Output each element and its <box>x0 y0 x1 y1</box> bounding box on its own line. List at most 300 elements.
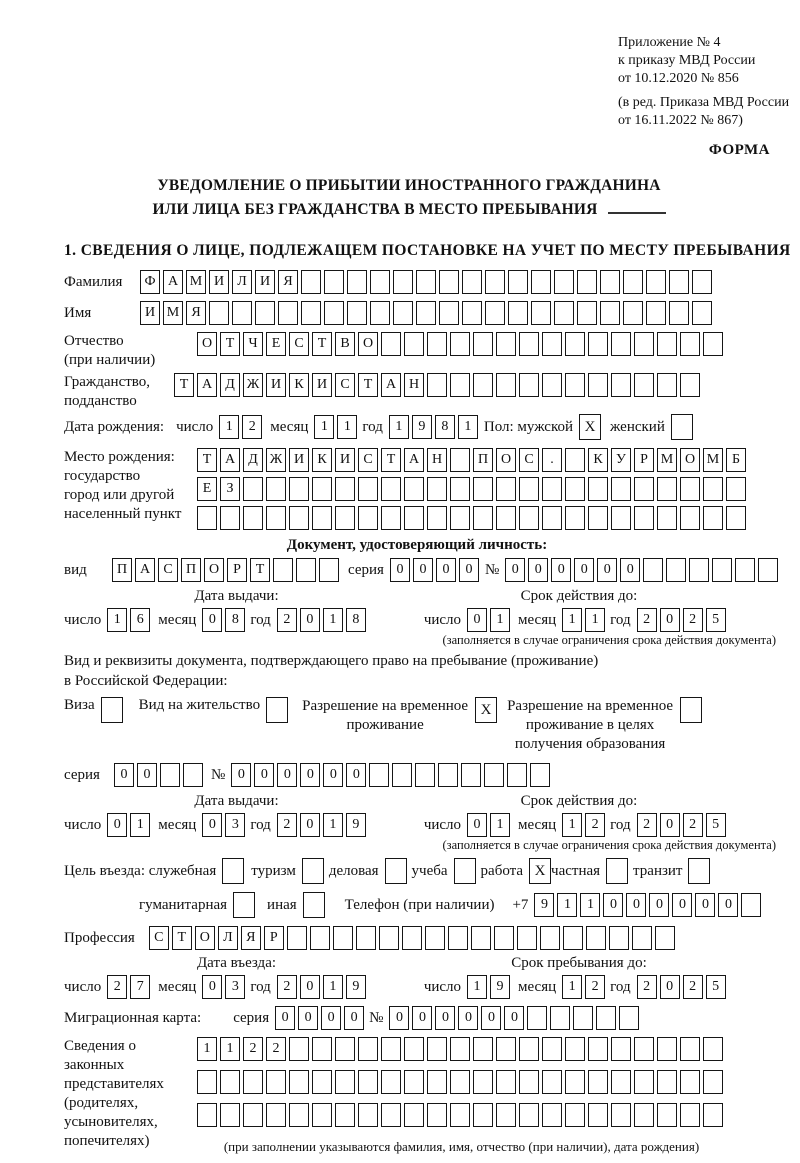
checkbox-male[interactable]: X <box>579 414 601 440</box>
char-cell[interactable]: 0 <box>597 558 617 582</box>
char-cell[interactable] <box>519 506 539 530</box>
char-cell[interactable]: Р <box>227 558 247 582</box>
char-cell[interactable]: И <box>140 301 160 325</box>
char-cell[interactable] <box>542 373 562 397</box>
char-cell[interactable] <box>565 332 585 356</box>
char-cell[interactable]: 1 <box>557 893 577 917</box>
char-cell[interactable] <box>439 301 459 325</box>
char-cell[interactable] <box>565 1037 585 1061</box>
char-cell[interactable] <box>392 763 412 787</box>
char-cell[interactable] <box>496 332 516 356</box>
char-cell[interactable] <box>726 506 746 530</box>
char-cell[interactable]: 0 <box>528 558 548 582</box>
char-cell[interactable] <box>519 1103 539 1127</box>
char-cell[interactable]: М <box>186 270 206 294</box>
char-cell[interactable] <box>255 301 275 325</box>
char-cell[interactable]: 0 <box>202 975 222 999</box>
char-cell[interactable] <box>404 1070 424 1094</box>
char-cell[interactable] <box>473 1070 493 1094</box>
char-cell[interactable]: К <box>588 448 608 472</box>
char-cell[interactable] <box>425 926 445 950</box>
char-cell[interactable] <box>657 506 677 530</box>
char-cell[interactable] <box>347 270 367 294</box>
char-cell[interactable] <box>623 270 643 294</box>
char-cell[interactable] <box>588 1070 608 1094</box>
char-cell[interactable]: 2 <box>637 608 657 632</box>
char-cell[interactable]: 1 <box>107 608 127 632</box>
char-cell[interactable]: 2 <box>107 975 127 999</box>
char-cell[interactable] <box>609 926 629 950</box>
char-cell[interactable] <box>266 1103 286 1127</box>
char-cell[interactable] <box>588 1037 608 1061</box>
checkbox-humanitarian[interactable] <box>233 892 255 918</box>
char-cell[interactable]: 0 <box>231 763 251 787</box>
char-cell[interactable]: 0 <box>504 1006 524 1030</box>
char-cell[interactable]: И <box>312 373 332 397</box>
char-cell[interactable] <box>450 477 470 501</box>
char-cell[interactable]: О <box>195 926 215 950</box>
char-cell[interactable] <box>404 506 424 530</box>
char-cell[interactable]: 0 <box>481 1006 501 1030</box>
char-cell[interactable] <box>197 1070 217 1094</box>
char-cell[interactable] <box>680 506 700 530</box>
char-cell[interactable] <box>450 1037 470 1061</box>
char-cell[interactable]: 5 <box>706 975 726 999</box>
char-cell[interactable] <box>450 1103 470 1127</box>
char-cell[interactable] <box>507 763 527 787</box>
char-cell[interactable] <box>462 270 482 294</box>
char-cell[interactable]: И <box>209 270 229 294</box>
char-cell[interactable] <box>596 1006 616 1030</box>
char-cell[interactable]: Е <box>197 477 217 501</box>
char-cell[interactable] <box>427 1037 447 1061</box>
char-cell[interactable] <box>462 301 482 325</box>
char-cell[interactable]: 8 <box>225 608 245 632</box>
char-cell[interactable] <box>273 558 293 582</box>
char-cell[interactable] <box>611 1070 631 1094</box>
char-cell[interactable]: 0 <box>300 975 320 999</box>
char-cell[interactable] <box>565 477 585 501</box>
char-cell[interactable] <box>726 477 746 501</box>
char-cell[interactable]: 3 <box>225 813 245 837</box>
char-cell[interactable] <box>565 1103 585 1127</box>
char-cell[interactable] <box>427 477 447 501</box>
char-cell[interactable] <box>669 270 689 294</box>
char-cell[interactable] <box>243 1103 263 1127</box>
char-cell[interactable] <box>634 1103 654 1127</box>
checkbox-study[interactable] <box>454 858 476 884</box>
char-cell[interactable] <box>680 1103 700 1127</box>
char-cell[interactable] <box>619 1006 639 1030</box>
char-cell[interactable] <box>712 558 732 582</box>
char-cell[interactable] <box>680 1037 700 1061</box>
char-cell[interactable] <box>301 270 321 294</box>
char-cell[interactable]: 1 <box>337 415 357 439</box>
char-cell[interactable] <box>703 506 723 530</box>
char-cell[interactable]: Р <box>264 926 284 950</box>
char-cell[interactable]: В <box>335 332 355 356</box>
char-cell[interactable]: 0 <box>321 1006 341 1030</box>
checkbox-residence-permit[interactable] <box>266 697 288 723</box>
char-cell[interactable]: Я <box>241 926 261 950</box>
char-cell[interactable]: Р <box>634 448 654 472</box>
char-cell[interactable] <box>197 1103 217 1127</box>
char-cell[interactable]: 0 <box>114 763 134 787</box>
char-cell[interactable] <box>393 301 413 325</box>
char-cell[interactable] <box>586 926 606 950</box>
char-cell[interactable]: 0 <box>202 813 222 837</box>
char-cell[interactable]: Т <box>381 448 401 472</box>
char-cell[interactable]: 0 <box>467 608 487 632</box>
char-cell[interactable] <box>278 301 298 325</box>
char-cell[interactable] <box>324 270 344 294</box>
char-cell[interactable] <box>611 332 631 356</box>
char-cell[interactable]: 0 <box>626 893 646 917</box>
char-cell[interactable]: М <box>703 448 723 472</box>
checkbox-temp-residence-education[interactable] <box>680 697 702 723</box>
char-cell[interactable]: И <box>266 373 286 397</box>
char-cell[interactable]: 0 <box>660 813 680 837</box>
char-cell[interactable] <box>588 332 608 356</box>
char-cell[interactable]: 1 <box>323 608 343 632</box>
char-cell[interactable]: 2 <box>277 608 297 632</box>
char-cell[interactable] <box>381 506 401 530</box>
char-cell[interactable]: 1 <box>562 813 582 837</box>
char-cell[interactable]: О <box>496 448 516 472</box>
char-cell[interactable] <box>448 926 468 950</box>
char-cell[interactable] <box>289 506 309 530</box>
char-cell[interactable]: 1 <box>197 1037 217 1061</box>
char-cell[interactable]: 2 <box>266 1037 286 1061</box>
char-cell[interactable] <box>450 506 470 530</box>
char-cell[interactable]: 9 <box>412 415 432 439</box>
char-cell[interactable] <box>588 373 608 397</box>
char-cell[interactable] <box>209 301 229 325</box>
char-cell[interactable] <box>381 1037 401 1061</box>
char-cell[interactable] <box>611 1037 631 1061</box>
char-cell[interactable]: А <box>135 558 155 582</box>
char-cell[interactable]: 1 <box>562 608 582 632</box>
char-cell[interactable]: 0 <box>390 558 410 582</box>
char-cell[interactable]: 0 <box>649 893 669 917</box>
char-cell[interactable] <box>542 477 562 501</box>
char-cell[interactable] <box>301 301 321 325</box>
char-cell[interactable] <box>703 1037 723 1061</box>
char-cell[interactable] <box>393 270 413 294</box>
char-cell[interactable] <box>416 270 436 294</box>
char-cell[interactable]: 0 <box>298 1006 318 1030</box>
char-cell[interactable]: 5 <box>706 813 726 837</box>
char-cell[interactable]: 2 <box>585 813 605 837</box>
char-cell[interactable] <box>243 477 263 501</box>
char-cell[interactable]: 9 <box>346 975 366 999</box>
char-cell[interactable]: 0 <box>344 1006 364 1030</box>
char-cell[interactable]: Т <box>220 332 240 356</box>
char-cell[interactable] <box>758 558 778 582</box>
char-cell[interactable]: К <box>289 373 309 397</box>
char-cell[interactable]: 1 <box>219 415 239 439</box>
char-cell[interactable]: 1 <box>467 975 487 999</box>
char-cell[interactable] <box>450 332 470 356</box>
char-cell[interactable] <box>655 926 675 950</box>
char-cell[interactable] <box>519 1070 539 1094</box>
char-cell[interactable]: 0 <box>695 893 715 917</box>
char-cell[interactable] <box>531 301 551 325</box>
char-cell[interactable] <box>289 1037 309 1061</box>
char-cell[interactable] <box>527 1006 547 1030</box>
char-cell[interactable]: 1 <box>490 608 510 632</box>
checkbox-tourism[interactable] <box>302 858 324 884</box>
char-cell[interactable] <box>319 558 339 582</box>
char-cell[interactable] <box>160 763 180 787</box>
char-cell[interactable]: С <box>519 448 539 472</box>
char-cell[interactable]: 0 <box>300 763 320 787</box>
char-cell[interactable]: С <box>149 926 169 950</box>
char-cell[interactable] <box>484 763 504 787</box>
char-cell[interactable] <box>542 1103 562 1127</box>
char-cell[interactable]: Б <box>726 448 746 472</box>
char-cell[interactable]: И <box>335 448 355 472</box>
char-cell[interactable]: 0 <box>718 893 738 917</box>
char-cell[interactable]: Ф <box>140 270 160 294</box>
checkbox-female[interactable] <box>671 414 693 440</box>
char-cell[interactable] <box>358 506 378 530</box>
char-cell[interactable] <box>427 373 447 397</box>
char-cell[interactable] <box>370 301 390 325</box>
char-cell[interactable] <box>450 448 470 472</box>
char-cell[interactable]: М <box>163 301 183 325</box>
char-cell[interactable] <box>438 763 458 787</box>
char-cell[interactable]: 0 <box>254 763 274 787</box>
char-cell[interactable] <box>634 332 654 356</box>
char-cell[interactable] <box>381 332 401 356</box>
char-cell[interactable]: 0 <box>660 608 680 632</box>
char-cell[interactable] <box>540 926 560 950</box>
char-cell[interactable]: Т <box>358 373 378 397</box>
char-cell[interactable]: 8 <box>346 608 366 632</box>
char-cell[interactable] <box>473 332 493 356</box>
char-cell[interactable]: 0 <box>389 1006 409 1030</box>
char-cell[interactable]: О <box>358 332 378 356</box>
char-cell[interactable] <box>550 1006 570 1030</box>
char-cell[interactable]: 0 <box>300 813 320 837</box>
char-cell[interactable] <box>310 926 330 950</box>
char-cell[interactable] <box>634 373 654 397</box>
char-cell[interactable] <box>519 373 539 397</box>
char-cell[interactable]: Т <box>174 373 194 397</box>
char-cell[interactable]: Н <box>427 448 447 472</box>
char-cell[interactable] <box>519 1037 539 1061</box>
char-cell[interactable] <box>703 332 723 356</box>
char-cell[interactable]: 8 <box>435 415 455 439</box>
char-cell[interactable]: 1 <box>585 608 605 632</box>
char-cell[interactable] <box>542 1070 562 1094</box>
char-cell[interactable]: 1 <box>389 415 409 439</box>
char-cell[interactable]: 0 <box>275 1006 295 1030</box>
char-cell[interactable] <box>404 332 424 356</box>
char-cell[interactable]: К <box>312 448 332 472</box>
char-cell[interactable] <box>381 1070 401 1094</box>
char-cell[interactable] <box>692 270 712 294</box>
char-cell[interactable]: Т <box>312 332 332 356</box>
char-cell[interactable] <box>485 270 505 294</box>
char-cell[interactable] <box>669 301 689 325</box>
char-cell[interactable]: Я <box>186 301 206 325</box>
checkbox-official[interactable] <box>222 858 244 884</box>
char-cell[interactable]: О <box>204 558 224 582</box>
char-cell[interactable] <box>232 301 252 325</box>
char-cell[interactable]: З <box>220 477 240 501</box>
char-cell[interactable]: 0 <box>277 763 297 787</box>
char-cell[interactable] <box>358 477 378 501</box>
char-cell[interactable]: 0 <box>323 763 343 787</box>
char-cell[interactable] <box>496 1103 516 1127</box>
char-cell[interactable] <box>531 270 551 294</box>
char-cell[interactable] <box>508 270 528 294</box>
char-cell[interactable]: 0 <box>300 608 320 632</box>
char-cell[interactable] <box>646 301 666 325</box>
char-cell[interactable]: 1 <box>580 893 600 917</box>
char-cell[interactable] <box>381 477 401 501</box>
char-cell[interactable]: 0 <box>107 813 127 837</box>
char-cell[interactable] <box>496 1037 516 1061</box>
char-cell[interactable] <box>312 477 332 501</box>
char-cell[interactable]: А <box>197 373 217 397</box>
char-cell[interactable] <box>634 477 654 501</box>
char-cell[interactable]: Л <box>218 926 238 950</box>
char-cell[interactable] <box>439 270 459 294</box>
char-cell[interactable]: 1 <box>323 813 343 837</box>
char-cell[interactable] <box>519 477 539 501</box>
char-cell[interactable] <box>632 926 652 950</box>
char-cell[interactable] <box>335 1037 355 1061</box>
char-cell[interactable]: 2 <box>637 975 657 999</box>
char-cell[interactable] <box>494 926 514 950</box>
char-cell[interactable] <box>289 477 309 501</box>
char-cell[interactable] <box>703 1070 723 1094</box>
char-cell[interactable] <box>496 373 516 397</box>
char-cell[interactable] <box>689 558 709 582</box>
char-cell[interactable]: 9 <box>534 893 554 917</box>
char-cell[interactable]: . <box>542 448 562 472</box>
char-cell[interactable] <box>415 763 435 787</box>
char-cell[interactable]: О <box>680 448 700 472</box>
char-cell[interactable]: С <box>335 373 355 397</box>
char-cell[interactable] <box>657 332 677 356</box>
char-cell[interactable] <box>657 373 677 397</box>
char-cell[interactable] <box>565 373 585 397</box>
char-cell[interactable]: 2 <box>683 608 703 632</box>
char-cell[interactable] <box>680 1070 700 1094</box>
char-cell[interactable] <box>347 301 367 325</box>
char-cell[interactable] <box>333 926 353 950</box>
char-cell[interactable] <box>324 301 344 325</box>
char-cell[interactable] <box>565 506 585 530</box>
char-cell[interactable] <box>692 301 712 325</box>
char-cell[interactable] <box>427 1103 447 1127</box>
char-cell[interactable]: Д <box>243 448 263 472</box>
char-cell[interactable]: 3 <box>225 975 245 999</box>
char-cell[interactable] <box>369 763 389 787</box>
char-cell[interactable] <box>356 926 376 950</box>
char-cell[interactable]: 1 <box>220 1037 240 1061</box>
char-cell[interactable] <box>554 270 574 294</box>
char-cell[interactable] <box>471 926 491 950</box>
char-cell[interactable]: А <box>404 448 424 472</box>
char-cell[interactable] <box>496 477 516 501</box>
char-cell[interactable] <box>296 558 316 582</box>
char-cell[interactable]: И <box>255 270 275 294</box>
char-cell[interactable] <box>657 1103 677 1127</box>
char-cell[interactable]: 1 <box>323 975 343 999</box>
char-cell[interactable] <box>542 332 562 356</box>
char-cell[interactable]: М <box>657 448 677 472</box>
char-cell[interactable]: Ж <box>243 373 263 397</box>
char-cell[interactable] <box>611 477 631 501</box>
char-cell[interactable] <box>335 1103 355 1127</box>
char-cell[interactable] <box>243 1070 263 1094</box>
char-cell[interactable] <box>220 506 240 530</box>
char-cell[interactable] <box>542 506 562 530</box>
char-cell[interactable]: 0 <box>413 558 433 582</box>
char-cell[interactable]: 0 <box>346 763 366 787</box>
char-cell[interactable]: Т <box>172 926 192 950</box>
checkbox-temp-residence[interactable]: X <box>475 697 497 723</box>
char-cell[interactable]: 2 <box>277 813 297 837</box>
char-cell[interactable]: Л <box>232 270 252 294</box>
checkbox-private[interactable] <box>606 858 628 884</box>
char-cell[interactable] <box>450 373 470 397</box>
char-cell[interactable] <box>611 373 631 397</box>
char-cell[interactable]: 7 <box>130 975 150 999</box>
char-cell[interactable] <box>623 301 643 325</box>
char-cell[interactable] <box>611 506 631 530</box>
char-cell[interactable] <box>577 301 597 325</box>
char-cell[interactable] <box>565 448 585 472</box>
char-cell[interactable] <box>289 1070 309 1094</box>
char-cell[interactable] <box>243 506 263 530</box>
char-cell[interactable] <box>554 301 574 325</box>
char-cell[interactable] <box>588 506 608 530</box>
char-cell[interactable] <box>197 506 217 530</box>
char-cell[interactable]: 0 <box>660 975 680 999</box>
char-cell[interactable]: 1 <box>458 415 478 439</box>
char-cell[interactable]: 0 <box>672 893 692 917</box>
char-cell[interactable] <box>588 1103 608 1127</box>
char-cell[interactable] <box>404 1103 424 1127</box>
char-cell[interactable] <box>508 301 528 325</box>
char-cell[interactable]: П <box>473 448 493 472</box>
char-cell[interactable]: Т <box>250 558 270 582</box>
char-cell[interactable]: 0 <box>458 1006 478 1030</box>
checkbox-work[interactable]: X <box>529 858 551 884</box>
char-cell[interactable] <box>646 270 666 294</box>
checkbox-transit[interactable] <box>688 858 710 884</box>
char-cell[interactable] <box>266 1070 286 1094</box>
char-cell[interactable] <box>573 1006 593 1030</box>
char-cell[interactable] <box>381 1103 401 1127</box>
char-cell[interactable] <box>312 1070 332 1094</box>
char-cell[interactable] <box>588 477 608 501</box>
char-cell[interactable] <box>519 332 539 356</box>
char-cell[interactable]: П <box>181 558 201 582</box>
char-cell[interactable] <box>634 506 654 530</box>
char-cell[interactable] <box>643 558 663 582</box>
char-cell[interactable] <box>289 1103 309 1127</box>
char-cell[interactable] <box>335 1070 355 1094</box>
char-cell[interactable]: Ж <box>266 448 286 472</box>
char-cell[interactable] <box>600 301 620 325</box>
